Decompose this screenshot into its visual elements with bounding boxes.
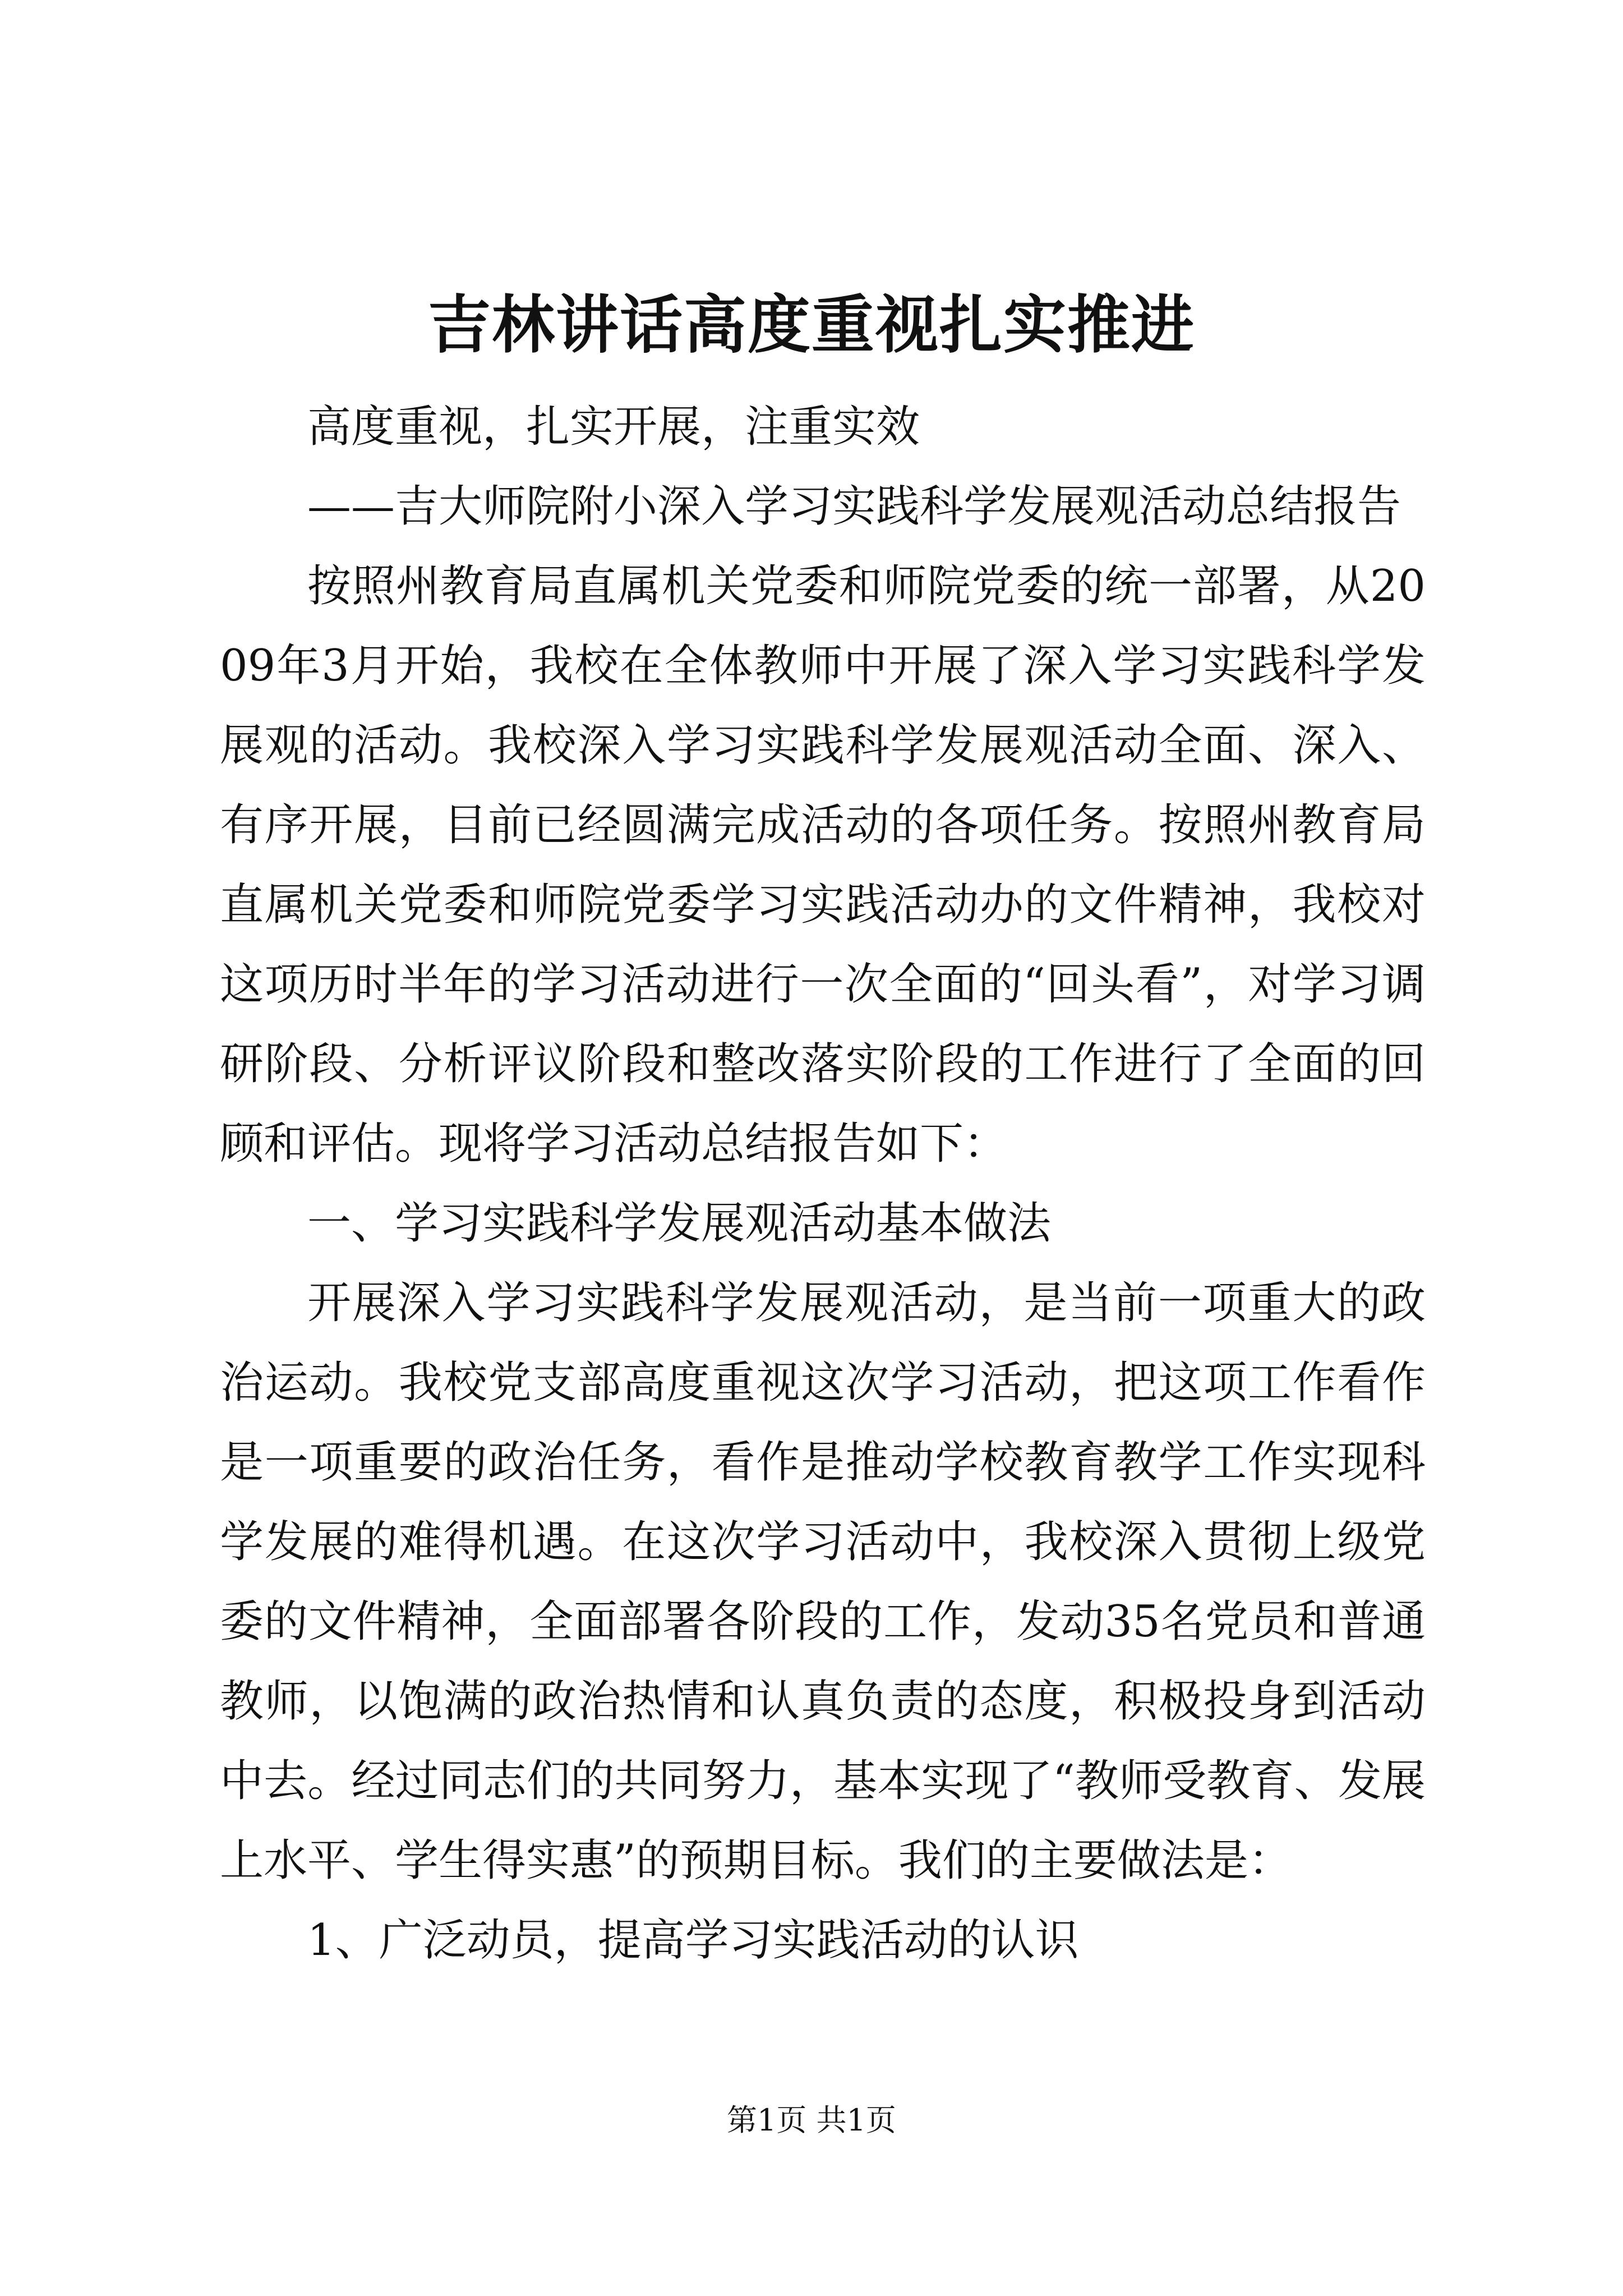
subtitle-line: 高度重视，扎实开展，注重实效 [307,402,920,452]
section-paragraph: 开展深入学习实践科学发展观活动，是当前一项重大的政治运动。我校党支部高度重视这次学习活动，把这项工作看作是一项重要的政治任务，看作是推动学校教育教学工作实现科学发展的难得机遇。在这次学习活动中，我校深入贯彻上级党委的文件精神，全面部署各阶段的工作，发动35名党员和普通教师，以饱满的政治热情和认真负责的态度，积极投身到活动中去。经过同志们的共同努力，基本实现了“教师受教育、发展上水平、学生得实惠”的预期目标。我们的主要做法是： [220,1278,1426,1886]
subsection-heading: 1、广泛动员，提高学习实践活动的认识 [307,1915,1079,1966]
intro-paragraph: 按照州教育局直属机关党委和师院党委的统一部署，从2009年3月开始，我校在全体教师中开展了深入学习实践科学发展观的活动。我校深入学习实践科学发展观活动全面、深入、有序开展，目前已经圆满完成活动的各项任务。按照州教育局直属机关党委和师院党委学习实践活动办的文件精神，我校对这项历时半年的学习活动进行一次全面的“回头看”，对学习调研阶段、分析评议阶段和整改落实阶段的工作进行了全面的回顾和评估。现将学习活动总结报告如下： [220,561,1426,1169]
subtitle-report-line: ——吉大师院附小深入学习实践科学发展观活动总结报告 [307,481,1401,532]
section-heading: 一、学习实践科学发展观活动基本做法 [307,1198,1052,1249]
document-body [220,387,1426,1980]
page-footer: 第1页 共1页 [727,2102,896,2138]
document-title: 吉林讲话高度重视扎实推进 [428,288,1195,362]
